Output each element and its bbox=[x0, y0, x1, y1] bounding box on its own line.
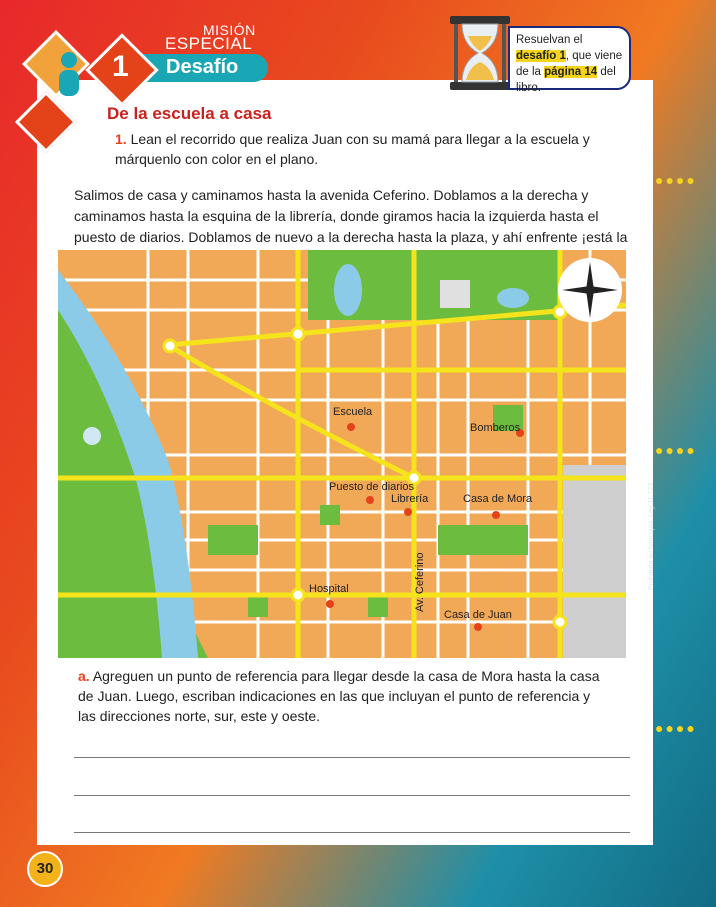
dots-decoration: ●●●● bbox=[655, 720, 697, 736]
note-page-ref: página 14 bbox=[544, 66, 598, 78]
question-text: Agreguen un punto de referencia para llegar desde la casa de Mora hasta la casa de Juan. Luego, escriban indicaciones en las que incluyan el punto de referencia y las direcciones norte, sur, este y oeste. bbox=[78, 668, 600, 724]
label-casa-juan: Casa de Juan bbox=[444, 609, 512, 621]
city-map bbox=[58, 250, 626, 658]
instruction-text: Lean el recorrido que realiza Juan con su mamá para llegar a la escuela y márquenlo con color en el plano. bbox=[115, 131, 590, 167]
question bbox=[78, 666, 608, 726]
answer-line-2[interactable] bbox=[74, 795, 630, 796]
note-challenge: desafío 1 bbox=[516, 50, 566, 62]
question-letter: a. bbox=[78, 668, 90, 684]
label-bomberos: Bomberos bbox=[470, 422, 521, 434]
note-prefix: Resuelvan el bbox=[516, 34, 583, 46]
label-hospital: Hospital bbox=[309, 583, 349, 595]
mission-label: MISIÓN bbox=[203, 22, 256, 38]
instruction bbox=[115, 129, 615, 169]
mission-special-label: ESPECIAL bbox=[165, 34, 253, 53]
answer-line-3[interactable] bbox=[74, 832, 630, 833]
answer-line-1[interactable] bbox=[74, 757, 630, 758]
note-middle: , que viene de la bbox=[516, 50, 623, 78]
page-title: De la escuela a casa bbox=[107, 104, 272, 123]
desafio-label: Desafío bbox=[166, 56, 239, 78]
section-number: 1 bbox=[112, 50, 129, 83]
instruction-note bbox=[508, 26, 631, 94]
mission-figure-icon bbox=[54, 50, 84, 100]
dots-decoration: ●●●● bbox=[655, 442, 697, 458]
label-avenida: Av. Ceferino bbox=[414, 552, 426, 612]
label-puesto: Puesto de diarios bbox=[329, 481, 414, 493]
label-escuela: Escuela bbox=[333, 406, 373, 418]
note-suffix: del libro. bbox=[516, 66, 616, 94]
page-number: 30 bbox=[27, 851, 63, 887]
legal-notice: Prohibida su fotocopia. Ley 11.723 bbox=[648, 482, 655, 590]
dots-decoration: ●●●● bbox=[655, 172, 697, 188]
compass-rose-icon bbox=[558, 258, 622, 322]
instruction-number: 1. bbox=[115, 131, 127, 147]
hourglass-icon bbox=[448, 14, 512, 97]
label-casa-mora: Casa de Mora bbox=[463, 493, 533, 505]
route-paragraph: Salimos de casa y caminamos hasta la avenida Ceferino. Doblamos a la derecha y caminamos hasta la esquina de la librería, donde giramos hacia la izquierda hasta el puesto de diarios. Doblamos de nuevo a la derecha hasta la plaza, y ahí enfrente ¡está la bbox=[74, 187, 628, 245]
label-libreria: Librería bbox=[391, 493, 429, 505]
